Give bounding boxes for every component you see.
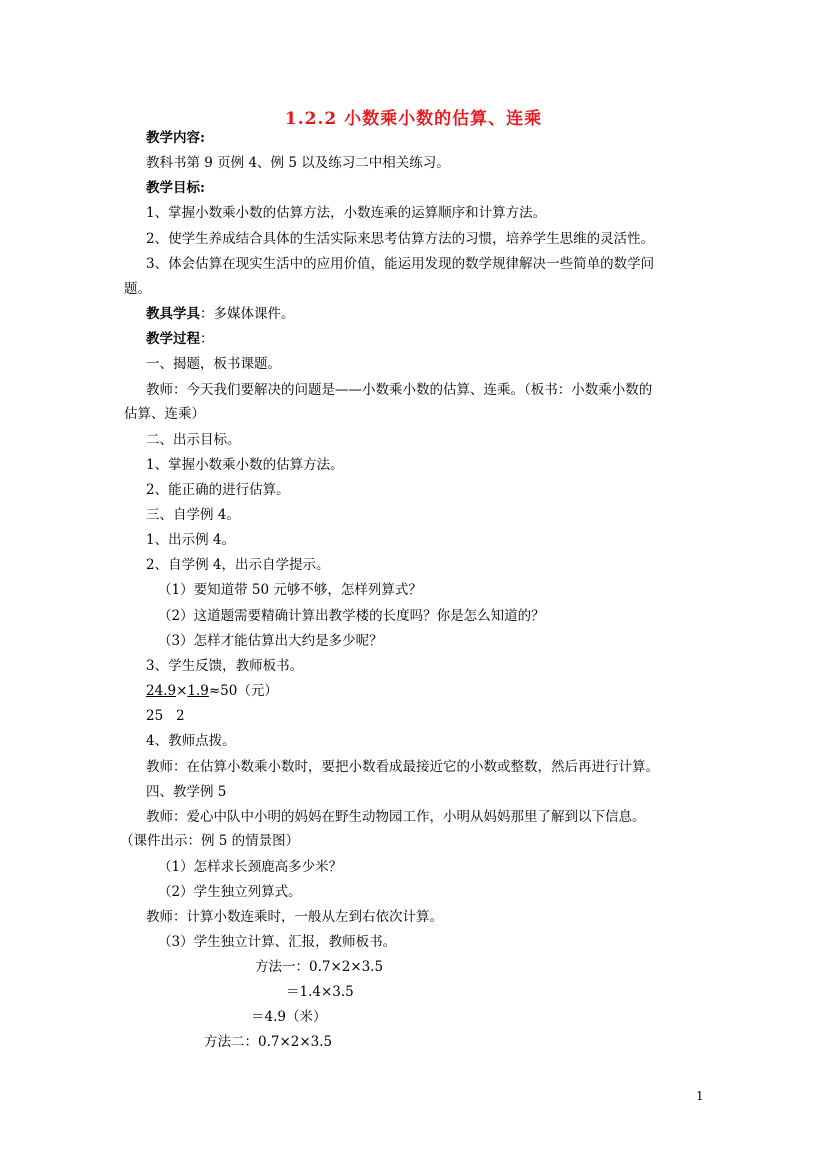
paragraph: 2、能正确的进行估算。	[146, 482, 290, 498]
section-heading-tools: 教具学具	[146, 306, 200, 322]
paragraph: （3）怎样才能估算出大约是多少呢？	[158, 633, 383, 649]
paragraph: 教师：爱心中队中小明的妈妈在野生动物园工作，小明从妈妈那里了解到以下信息。	[146, 809, 646, 825]
paragraph: （1）怎样求长颈鹿高多少米？	[158, 859, 343, 875]
calculation-line: ＝1.4×3.5	[286, 984, 354, 1000]
estimation-approximations: 25 2	[146, 708, 185, 724]
paragraph: 教科书第 9 页例 4、例 5 以及练习二中相关练习。	[146, 155, 450, 171]
paragraph: （2）这道题需要精确计算出教学楼的长度吗？你是怎么知道的？	[158, 608, 545, 624]
section-heading-content: 教学内容:	[146, 130, 205, 146]
calculation-line: 方法二：0.7×2×3.5	[204, 1034, 333, 1050]
paragraph: 2、使学生养成结合具体的生活实际来思考估算方法的习惯，培养学生思维的灵活性。	[146, 231, 655, 247]
paragraph: （1）要知道带 50 元够不够，怎样列算式？	[158, 582, 422, 598]
paragraph: 题。	[124, 281, 151, 297]
paragraph: 3、学生反馈，教师板书。	[146, 658, 304, 674]
estimation-formula	[146, 681, 278, 701]
calculation-line: ＝4.9（米）	[251, 1009, 327, 1025]
estimation-result: ≈50（元）	[208, 683, 278, 699]
estimation-operand: 1.9	[187, 683, 209, 699]
paragraph: 3、体会估算在现实生活中的应用价值，能运用发现的数学规律解决一些简单的数学问	[146, 256, 655, 272]
paragraph: 教师：计算小数连乘时，一般从左到右依次计算。	[146, 909, 443, 925]
estimation-operand: 24.9	[146, 683, 177, 699]
paragraph: （3）学生独立计算、汇报，教师板书。	[158, 934, 397, 950]
paragraph: 2、自学例 4，出示自学提示。	[146, 557, 330, 573]
paragraph: 三、自学例 4。	[146, 507, 240, 523]
paragraph-process	[146, 329, 214, 349]
section-heading-process: 教学过程	[146, 331, 200, 347]
paragraph: 四、教学例 5	[146, 784, 227, 800]
paragraph: 1、出示例 4。	[146, 532, 235, 548]
calculation-line: 方法一：0.7×2×3.5	[255, 959, 384, 975]
times-sign: ×	[176, 683, 188, 699]
paragraph: 1、掌握小数乘小数的估算方法，小数连乘的运算顺序和计算方法。	[146, 205, 547, 221]
paragraph: （课件出示：例 5 的情景图）	[120, 833, 300, 849]
process-colon: ：	[200, 331, 214, 347]
paragraph: 估算、连乘）	[124, 406, 205, 422]
section-heading-goals: 教学目标:	[146, 180, 205, 196]
paragraph: 4、教师点拨。	[146, 733, 236, 749]
paragraph-tools	[146, 304, 295, 324]
paragraph: 教师：今天我们要解决的问题是——小数乘小数的估算、连乘。（板书：小数乘小数的	[146, 382, 653, 398]
paragraph: 二、出示目标。	[146, 432, 241, 448]
paragraph: 一、揭题，板书课题。	[146, 356, 281, 372]
tools-text: ：多媒体课件。	[200, 306, 295, 322]
paragraph: 1、掌握小数乘小数的估算方法。	[146, 457, 344, 473]
paragraph: （2）学生独立列算式。	[158, 884, 302, 900]
document-title: 1.2.2 小数乘小数的估算、连乘	[284, 109, 543, 129]
page-number: 1	[696, 1089, 704, 1103]
paragraph: 教师：在估算小数乘小数时，要把小数看成最接近它的小数或整数，然后再进行计算。	[146, 759, 659, 775]
